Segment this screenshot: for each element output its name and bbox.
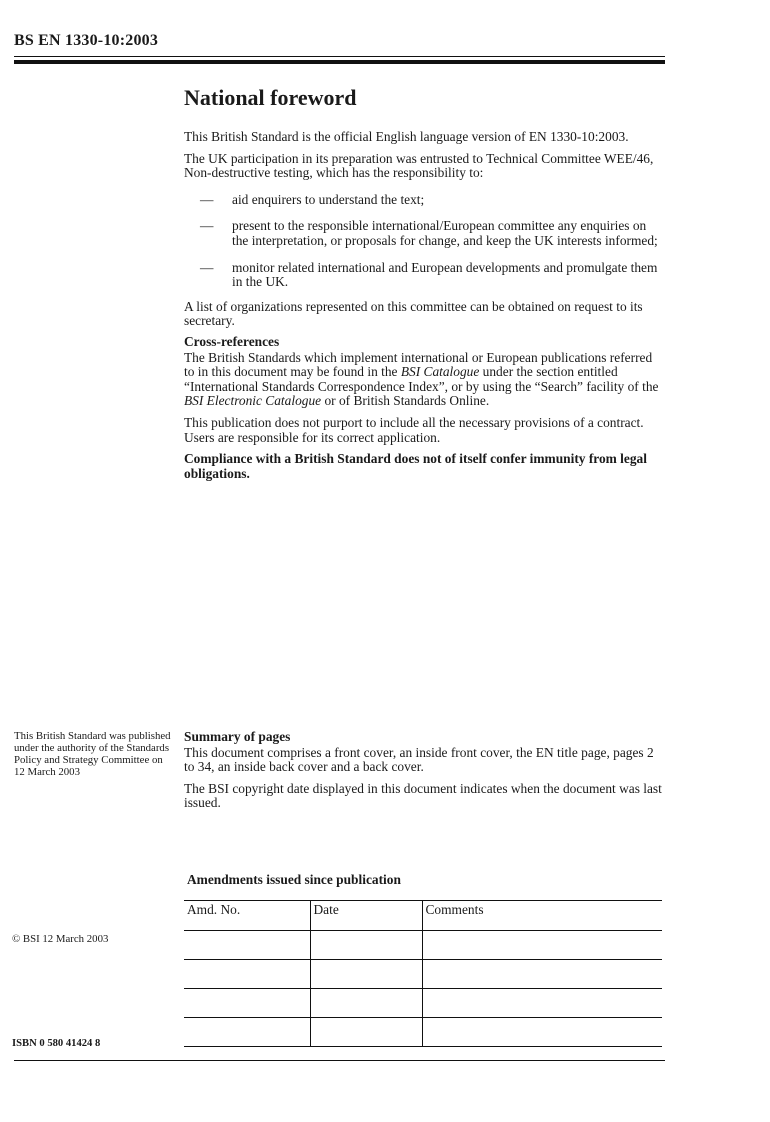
- responsibility-list: [184, 193, 664, 290]
- table-row: [184, 989, 662, 1018]
- column-header-date: Date: [310, 900, 422, 931]
- summary-text: This document comprises a front cover, an inside front cover, the EN title page, pages 2 to 34, an inside back cover and a back cover.: [184, 744, 654, 775]
- table-row: [184, 960, 662, 989]
- foreword-para-1: This British Standard is the official English language version of EN 1330-10:2003.: [184, 129, 629, 144]
- table-cell: [422, 989, 662, 1018]
- cross-ref-text-b: under the section entitled “International Standards Correspondence Index”, or by using the “Search” facility of the: [184, 364, 659, 394]
- foreword-para-2: The UK participation in its preparation was entrusted to Technical Committee WEE/46, Non-destructive testing, which has the responsibility to:: [184, 150, 654, 181]
- table-cell: [310, 1018, 422, 1047]
- table-cell: [184, 960, 310, 989]
- list-item: [184, 219, 664, 248]
- table-cell: [310, 960, 422, 989]
- table-cell: [310, 989, 422, 1018]
- cross-references-text: [184, 351, 664, 409]
- publication-note: This British Standard was published under the authority of the Standards Policy and Strategy Committee on 12 March 2003: [14, 730, 171, 778]
- summary-heading: Summary of pages: [184, 729, 291, 744]
- header-rule-thick: [14, 60, 665, 64]
- footer-rule: [14, 1060, 665, 1061]
- amendments-table: [184, 900, 662, 1047]
- table-cell: [184, 989, 310, 1018]
- cross-ref-text-c: or of British Standards Online.: [321, 393, 490, 409]
- list-item-text: aid enquirers to understand the text;: [232, 191, 425, 207]
- copyright-date-note: The BSI copyright date displayed in this document indicates when the document was last issued.: [184, 780, 662, 811]
- table-cell: [310, 931, 422, 960]
- bsi-catalogue-title: BSI Catalogue: [400, 364, 480, 380]
- table-row: [184, 1018, 662, 1047]
- list-item-text: present to the responsible international/European committee any enquiries on the interpretation, or proposals for change, and keep the UK interests informed;: [232, 218, 658, 248]
- table-header-row: [184, 900, 662, 931]
- dash-bullet: —: [200, 191, 214, 207]
- dash-bullet: —: [200, 218, 214, 234]
- copyright-notice: © BSI 12 March 2003: [12, 933, 109, 945]
- bsi-electronic-catalogue-title: BSI Electronic Catalogue: [184, 393, 322, 409]
- table-cell: [422, 960, 662, 989]
- dash-bullet: —: [200, 259, 214, 275]
- page-title: National foreword: [184, 85, 357, 110]
- column-header-comments: Comments: [422, 900, 662, 931]
- list-item-text: monitor related international and European developments and promulgate them in the UK.: [232, 259, 658, 290]
- amendments-title: Amendments issued since publication: [187, 872, 401, 887]
- table-cell: [184, 1018, 310, 1047]
- list-item: [184, 261, 664, 290]
- contract-note: This publication does not purport to include all the necessary provisions of a contract. Users are responsible for its correct application.: [184, 414, 644, 445]
- foreword-para-3: A list of organizations represented on this committee can be obtained on request to its secretary.: [184, 298, 643, 329]
- table-cell: [422, 931, 662, 960]
- cross-ref-text-a: The British Standards which implement international or European publications referred to in this document may be found in the: [184, 349, 653, 380]
- foreword-body: [184, 130, 664, 481]
- header-rule-thin: [14, 56, 665, 57]
- table-row: [184, 931, 662, 960]
- compliance-statement: Compliance with a British Standard does not of itself confer immunity from legal obligations.: [184, 451, 647, 481]
- summary-section: [184, 730, 664, 818]
- table-cell: [184, 931, 310, 960]
- column-header-amd-no: Amd. No.: [184, 900, 310, 931]
- list-item: [184, 193, 664, 208]
- isbn: ISBN 0 580 41424 8: [12, 1038, 101, 1049]
- cross-references-heading: Cross-references: [184, 333, 280, 349]
- standard-code: BS EN 1330-10:2003: [14, 32, 159, 49]
- table-cell: [422, 1018, 662, 1047]
